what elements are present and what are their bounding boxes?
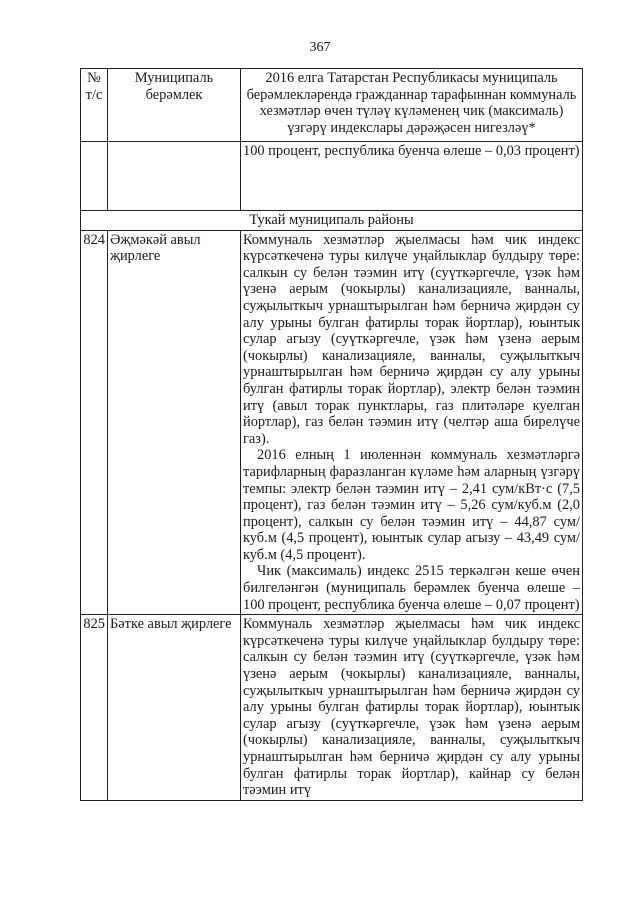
header-description: 2016 елга Татарстан Республикасы муниципаль берәмлекләрендә гражданнар тарафыннан коммуналь хезмәтләр өчен түләү күләменең чик (максималь) үзгәрү индекслары дәрәҗәсен нигезләү* <box>241 69 583 142</box>
header-municipality: Муниципаль берәмлек <box>108 69 241 142</box>
cell-empty <box>108 142 241 211</box>
page-number: 367 <box>309 40 331 55</box>
table-header-row <box>81 69 583 142</box>
section-title: Тукай муниципаль районы <box>81 211 583 231</box>
row-number: 824 <box>81 230 108 615</box>
cell-empty <box>81 142 108 211</box>
row-paragraph: Чик (максималь) индекс 2515 теркәлгән кеше өчен билгеләнгән (муниципаль берәмлек буенча өлеше – 100 процент, республика буенча өлеше – 0,07 процент) <box>243 563 580 613</box>
row-paragraph: Коммуналь хезмәтләр җыелмасы һәм чик индекс күрсәткеченә туры килүче уңайлыклар булдыру төре: салкын су белән тәэмин итү (суүткәргечле, үзәк һәм үзенә аерым (чокырлы) канализацияле, ванналы, суҗылыткыч урнаштырылган һәм берничә җирдән су алу урыны булган фатирлы торак йортлар), юынтык сулар агызу (суүткәргечле, үзәк һәм үзенә аерым (чокырлы) канализацияле, ванналы, суҗылыткыч урнаштырылган һәм берничә җирдән су алу урыны булган фатирлы торак йортлар), кайнар су белән тәэмин итү <box>243 616 580 799</box>
table-row <box>81 615 583 801</box>
header-number: № т/с <box>81 69 108 142</box>
table-row <box>81 230 583 615</box>
row-municipality: Бәтке авыл җирлеге <box>108 615 241 801</box>
row-number: 825 <box>81 615 108 801</box>
continued-text: 100 процент, республика буенча өлеше – 0,03 процент) <box>241 142 583 211</box>
row-paragraph: Коммуналь хезмәтләр җыелмасы һәм чик индекс күрсәткеченә туры килүче уңайлыклар булдыру төре: салкын су белән тәэмин итү (суүткәргечле, үзәк һәм үзенә аерым (чокырлы) канализацияле, ванналы, суҗылыткыч урнаштырылган һәм берничә җирдән су алу урыны булган фатирлы торак йортлар), юынтык сулар агызу (суүткәргечле, үзәк һәм үзенә аерым (чокырлы) канализацияле, ванналы, суҗылыткыч урнаштырылган һәм берничә җирдән су алу урыны булган фатирлы торак йортлар), электр белән тәэмин итү (авыл торак пунктлары, газ плитәләре куелган йортлар), газ белән тәэмин итү (челтәр аша бирелүче газ). <box>243 231 580 447</box>
row-description <box>241 615 583 801</box>
row-paragraph: 2016 елның 1 июленнән коммуналь хезмәтләргә тарифларның фаразланган күләме һәм аларның үзгәрү темпы: электр белән тәэмин итү – 2,41 сум/кВт·с (7,5 процент), газ белән тәэмин итү – 5,26 сум/куб.м (2,0 процент), салкын су белән тәэмин итү – 44,87 сум/куб.м (4,5 процент), юынтык сулар агызу – 43,49 сум/куб.м (4,5 процент). <box>243 447 580 563</box>
row-municipality: Әҗмәкәй авыл җирлеге <box>108 230 241 615</box>
section-row <box>81 211 583 231</box>
table-row-continued <box>81 142 583 211</box>
municipal-index-table <box>80 68 583 801</box>
row-description <box>241 230 583 615</box>
